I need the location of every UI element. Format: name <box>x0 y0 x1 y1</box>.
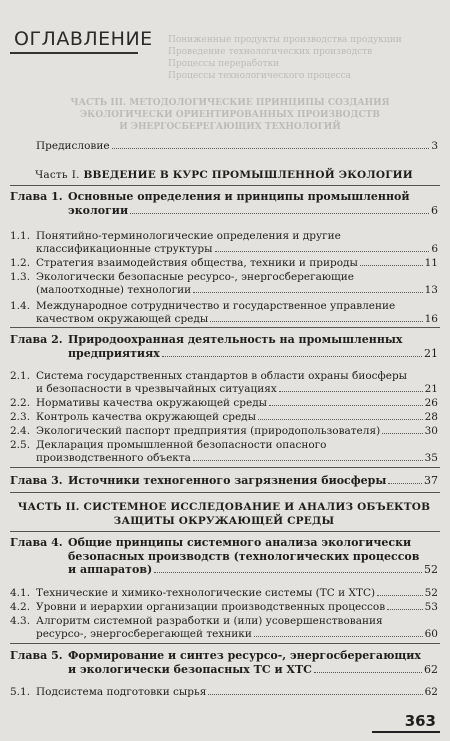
part-heading: ЧАСТЬ II. СИСТЕМНОЕ ИССЛЕДОВАНИЕ И АНАЛИЗ ОБЪЕКТОВ <box>17 501 431 513</box>
entry-title: Предисловие <box>36 140 110 152</box>
dot-leader <box>162 356 422 357</box>
section-number: 1.1. <box>10 230 31 242</box>
bleed-through-line: Пониженные продукты производства продукции <box>168 35 402 45</box>
dot-leader <box>210 321 422 322</box>
page-ref: 3 <box>431 140 438 152</box>
toc-entry-preface[interactable] <box>36 140 438 153</box>
section-title: Подсистема подготовки сырья <box>36 686 207 698</box>
chapter-title: экологии <box>68 203 129 217</box>
toc-entry-chapter[interactable] <box>10 474 438 488</box>
section-number: 4.1. <box>10 587 31 599</box>
section-title: Международное сотрудничество и государственное управление <box>36 300 396 312</box>
section-title: производственного объекта <box>36 452 191 464</box>
chapter-title: безопасных производств (технологических процессов <box>68 549 420 563</box>
part-heading: ЗАЩИТЫ ОКРУЖАЮЩЕЙ СРЕДЫ <box>113 515 335 527</box>
bleed-through-line: ЭКОЛОГИЧЕСКИ ОРИЕНТИРОВАННЫХ ПРОИЗВОДСТВ <box>80 110 380 120</box>
toc-entry-chapter[interactable] <box>10 190 438 217</box>
divider <box>10 467 440 468</box>
page-ref: 6 <box>431 203 438 217</box>
chapter-title: Источники техногенного загрязнения биосферы <box>68 474 387 487</box>
toc-entry-chapter[interactable] <box>10 649 438 676</box>
toc-entry-section[interactable] <box>10 230 438 256</box>
dot-leader <box>269 405 423 406</box>
divider <box>10 531 440 532</box>
section-title: Экологический паспорт предприятия (природопользователя) <box>36 425 381 437</box>
section-title: и безопасности в чрезвычайных ситуациях <box>36 383 277 395</box>
divider <box>10 185 440 186</box>
toc-entry-section[interactable] <box>10 587 438 600</box>
chapter-label: Глава 4. <box>10 536 63 549</box>
section-number: 1.3. <box>10 271 31 283</box>
bleed-through-line: Процессы переработки <box>168 59 280 69</box>
toc-entry-section[interactable] <box>10 397 438 410</box>
section-number: 4.2. <box>10 601 31 613</box>
toc-entry-section[interactable] <box>10 370 438 396</box>
section-title: качеством окружающей среды <box>36 313 209 325</box>
page-ref: 52 <box>424 563 438 576</box>
dot-leader <box>215 251 430 252</box>
page-ref: 11 <box>424 257 438 269</box>
part-label: Часть <box>35 169 68 181</box>
page-ref: 13 <box>424 284 438 296</box>
page-ref: 21 <box>424 346 438 360</box>
dot-leader <box>193 460 423 461</box>
dot-leader <box>314 672 422 673</box>
section-title: Система государственных стандартов в области охраны биосферы <box>36 370 408 382</box>
chapter-title: предприятиях <box>68 346 160 360</box>
toc-entry-section[interactable] <box>10 271 438 297</box>
toc-entry-section[interactable] <box>10 300 438 326</box>
chapter-title: Основные определения и принципы промышленной <box>68 190 410 203</box>
toc-entry-chapter[interactable] <box>10 333 438 360</box>
page-ref: 28 <box>424 411 438 423</box>
toc-entry-section[interactable] <box>10 439 438 465</box>
chapter-title: Формирование и синтез ресурсо-, энергосберегающих <box>68 649 421 662</box>
dot-leader <box>154 572 422 573</box>
header-underline <box>10 52 138 54</box>
dot-leader <box>388 483 422 484</box>
dot-leader <box>258 419 423 420</box>
toc-entry-section[interactable] <box>10 686 438 699</box>
page-ref: 26 <box>424 397 438 409</box>
section-number: 1.2. <box>10 257 31 269</box>
bleed-through-line: Проведение технологических производств <box>168 47 373 57</box>
dot-leader <box>360 265 423 266</box>
chapter-label: Глава 1. <box>10 190 63 203</box>
section-number: 2.5. <box>10 439 31 451</box>
dot-leader <box>382 433 422 434</box>
dot-leader <box>193 292 423 293</box>
dot-leader <box>387 609 422 610</box>
section-title: Декларация промышленной безопасности опасного <box>36 439 327 451</box>
chapter-label: Глава 3. <box>10 474 63 487</box>
bleed-through-line: Процессы технологического процесса <box>168 71 351 81</box>
section-title: Нормативы качества окружающей среды <box>36 397 268 409</box>
page-ref: 30 <box>424 425 438 437</box>
toc-entry-chapter[interactable] <box>10 536 438 577</box>
part-title: ВВЕДЕНИЕ В КУРС ПРОМЫШЛЕННОЙ ЭКОЛОГИИ <box>83 169 413 181</box>
section-title: Алгоритм системной разработки и (или) усовершенствования <box>36 615 383 627</box>
divider <box>10 643 440 644</box>
section-title: ресурсо-, энергосберегающей техники <box>36 628 252 640</box>
divider <box>10 327 440 328</box>
section-title: классификационные структуры <box>36 243 213 255</box>
page-number: 363 <box>404 712 436 730</box>
section-title: Технические и химико-технологические системы (ТС и ХТС) <box>36 587 376 599</box>
section-title: Стратегия взаимодействия общества, техники и природы <box>36 257 358 269</box>
section-number: 2.3. <box>10 411 31 423</box>
section-number: 2.1. <box>10 370 31 382</box>
page-ref: 52 <box>424 587 438 599</box>
section-number: 1.4. <box>10 300 31 312</box>
chapter-title: Общие принципы системного анализа экологически <box>68 536 412 549</box>
part-heading <box>10 169 438 181</box>
page-ref: 6 <box>431 243 438 255</box>
section-title: Понятийно-терминологические определения и другие <box>36 230 341 242</box>
page-ref: 62 <box>424 686 438 698</box>
dot-leader <box>130 213 429 214</box>
dot-leader <box>279 391 423 392</box>
page-ref: 60 <box>424 628 438 640</box>
dot-leader <box>377 595 423 596</box>
section-number: 2.4. <box>10 425 31 437</box>
section-title: Уровни и иерархии организации производственных процессов <box>36 601 386 613</box>
toc-entry-section[interactable] <box>10 257 438 270</box>
chapter-label: Глава 2. <box>10 333 63 346</box>
page-ref: 35 <box>424 452 438 464</box>
page-ref: 37 <box>424 474 438 487</box>
page-number-underline <box>372 731 440 733</box>
toc-entry-section[interactable] <box>10 615 438 641</box>
toc-entry-section[interactable] <box>10 601 438 614</box>
section-number: 5.1. <box>10 686 31 698</box>
page-ref: 21 <box>424 383 438 395</box>
section-number: 4.3. <box>10 615 31 627</box>
chapter-title: и экологически безопасных ТС и ХТС <box>68 662 312 676</box>
dot-leader <box>254 636 423 637</box>
part-roman: I. <box>71 169 80 181</box>
section-title: Контроль качества окружающей среды <box>36 411 256 423</box>
chapter-label: Глава 5. <box>10 649 63 662</box>
section-number: 2.2. <box>10 397 31 409</box>
page-ref: 62 <box>424 662 438 676</box>
page-header-title: ОГЛАВЛЕНИЕ <box>14 28 153 50</box>
bleed-through-line: И ЭНЕРГОСБЕРЕГАЮЩИХ ТЕХНОЛОГИЙ <box>119 122 341 132</box>
dot-leader <box>208 694 422 695</box>
page-ref: 53 <box>424 601 438 613</box>
section-title: (малоотходные) технологии <box>36 284 192 296</box>
chapter-title: Природоохранная деятельность на промышленных <box>68 333 403 346</box>
bleed-through-line: ЧАСТЬ III. МЕТОДОЛОГИЧЕСКИЕ ПРИНЦИПЫ СОЗДАНИЯ <box>70 98 390 108</box>
toc-entry-section[interactable] <box>10 425 438 438</box>
divider <box>10 492 440 493</box>
chapter-title: и аппаратов) <box>68 563 153 576</box>
page-ref: 16 <box>424 313 438 325</box>
section-title: Экологически безопасные ресурсо-, энергосберегающие <box>36 271 354 283</box>
toc-entry-section[interactable] <box>10 411 438 424</box>
dot-leader <box>112 148 430 149</box>
